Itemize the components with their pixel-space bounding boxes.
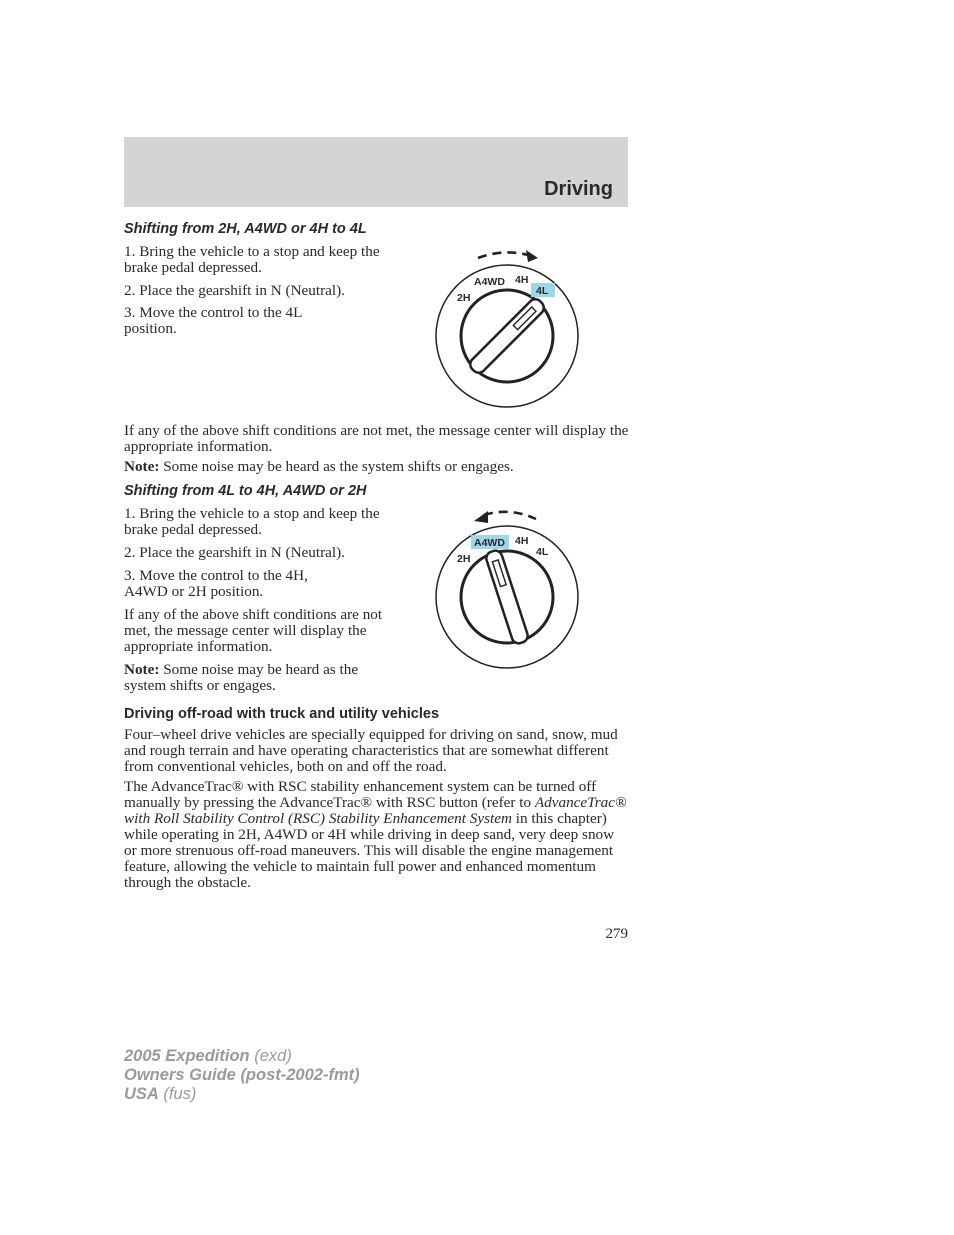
dial-svg bbox=[420, 242, 595, 412]
chapter-header-band bbox=[124, 137, 628, 207]
note-body-2: Some noise may be heard as the system shifts or engages. bbox=[124, 661, 359, 694]
footer-line-3: USA (fus) bbox=[124, 1085, 197, 1103]
label-a4wd-2: A4WD bbox=[474, 537, 505, 549]
step-1-text: 1. Bring the vehicle to a stop and keep the brake pedal depressed. bbox=[124, 243, 380, 276]
document-footer bbox=[124, 1047, 360, 1104]
off-road-paragraph-1: Four–wheel drive vehicles are specially equipped for driving on sand, snow, mud and rough terrain and have operating characteristics that are somewhat different from conventional vehicles, both on and off the road. bbox=[124, 726, 618, 775]
note-text-2 bbox=[124, 662, 374, 694]
arrow-left-icon bbox=[474, 511, 488, 523]
step-1-text-2: 1. Bring the vehicle to a stop and keep the brake pedal depressed. bbox=[124, 505, 380, 538]
arrow-right-icon bbox=[526, 250, 538, 262]
off-road-paragraph-2 bbox=[124, 779, 630, 891]
para2-start: The AdvanceTrac® with RSC stability enhancement system can be turned off manually by pressing the AdvanceTrac® with RSC button (refer to bbox=[124, 778, 597, 811]
note-label: Note: bbox=[124, 458, 160, 475]
dial-svg-2 bbox=[420, 503, 595, 673]
label-4h: 4H bbox=[515, 274, 529, 286]
conditions-text-2: If any of the above shift conditions are not met, the message center will display the appropriate information. bbox=[124, 606, 383, 655]
dial-diagram-4l bbox=[420, 242, 595, 417]
label-4l: 4L bbox=[536, 285, 549, 297]
conditions-text: If any of the above shift conditions are not met, the message center will display the appropriate information. bbox=[124, 422, 629, 455]
dial-diagram-a4wd bbox=[420, 503, 595, 678]
note-body: Some noise may be heard as the system shifts or engages. bbox=[159, 458, 514, 475]
section-heading-off-road: Driving off-road with truck and utility vehicles bbox=[124, 706, 440, 722]
label-4h-2: 4H bbox=[515, 535, 529, 547]
step-2-text-2: 2. Place the gearshift in N (Neutral). bbox=[124, 544, 345, 561]
para2-end: in this chapter) while operating in 2H, A4WD or 4H while driving in deep sand, very deep snow or more strenuous off-road maneuvers. This will disable the engine management feature, allowing the vehicle to maintain full power and enhanced momentum through the obstacle. bbox=[124, 810, 615, 891]
label-a4wd: A4WD bbox=[474, 276, 505, 288]
footer-line-1: 2005 Expedition (exd) bbox=[124, 1047, 292, 1065]
note-text bbox=[124, 459, 630, 475]
footer-line-2: Owners Guide (post-2002-fmt) bbox=[124, 1066, 360, 1084]
label-4l-2: 4L bbox=[536, 546, 549, 558]
label-2h: 2H bbox=[457, 292, 471, 304]
step-3-text: 3. Move the control to the 4L position. bbox=[124, 304, 302, 337]
label-2h-2: 2H bbox=[457, 553, 471, 565]
step-2-text: 2. Place the gearshift in N (Neutral). bbox=[124, 282, 345, 299]
section-heading-to-4l: Shifting from 2H, A4WD or 4H to 4L bbox=[124, 221, 367, 237]
chapter-title: Driving bbox=[544, 178, 613, 200]
step-3-text-2: 3. Move the control to the 4H, A4WD or 2H position. bbox=[124, 567, 308, 600]
advancetrac-reference-link: AdvanceTrac® with Roll Stability Control (RSC) Stability Enhancement System bbox=[124, 794, 627, 827]
section-heading-from-4l: Shifting from 4L to 4H, A4WD or 2H bbox=[124, 483, 367, 499]
note-label-2: Note: bbox=[124, 661, 160, 678]
page-number: 279 bbox=[605, 926, 628, 942]
